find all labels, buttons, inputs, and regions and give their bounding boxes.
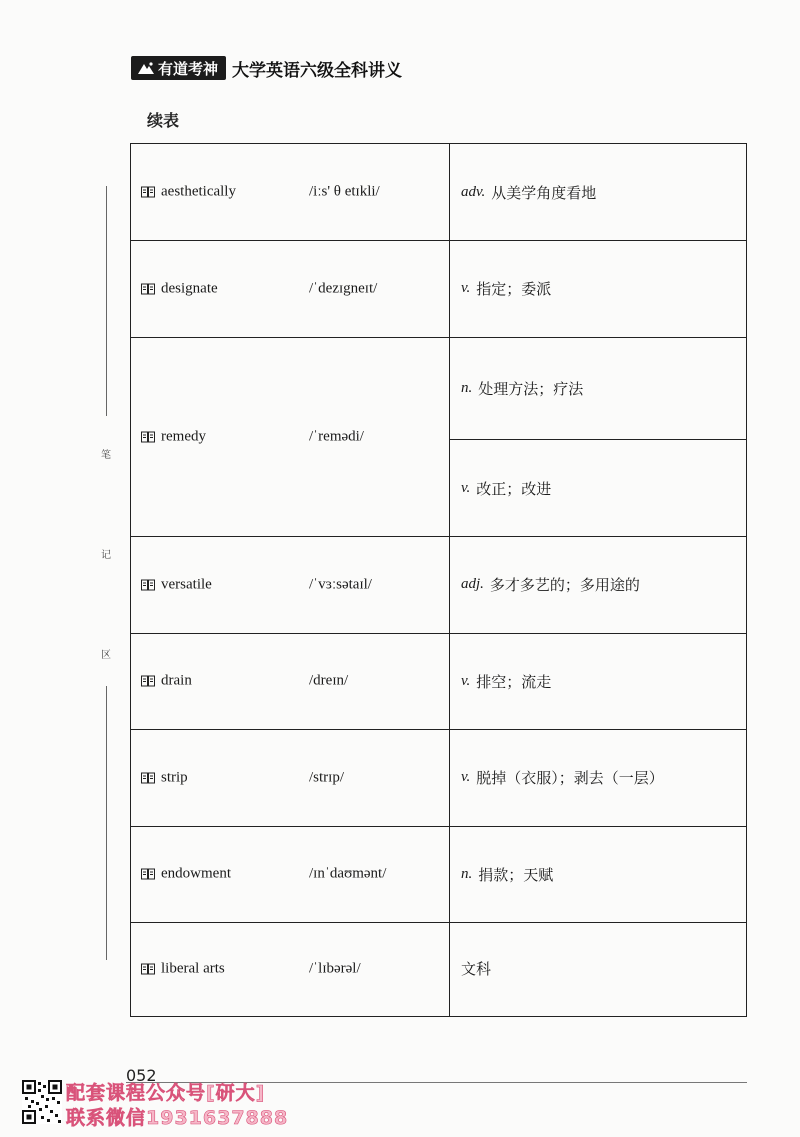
table-row — [131, 633, 746, 730]
word-text: strip — [161, 769, 188, 785]
publisher-logo — [131, 56, 226, 80]
definition-text: 指定；委派 — [476, 280, 552, 298]
word-cell — [141, 576, 212, 593]
definition-cell — [449, 144, 746, 240]
definition-cell — [449, 440, 746, 536]
phonetic-text: /ˈvɜːsətaɪl/ — [309, 576, 372, 592]
word-text: aesthetically — [161, 183, 236, 200]
table-row — [131, 922, 746, 1015]
qr-code-icon — [22, 1080, 62, 1124]
vocabulary-table — [130, 143, 747, 1017]
part-of-speech: adj. — [461, 576, 484, 592]
definition-cell — [449, 922, 746, 1015]
phonetic-text: /ˈlɪbərəl/ — [309, 960, 361, 976]
page-header — [131, 54, 402, 82]
book-icon — [141, 676, 155, 687]
word-cell — [141, 769, 188, 786]
book-icon — [141, 431, 155, 442]
part-of-speech: n. — [461, 379, 473, 396]
page-number: 052 — [126, 1066, 157, 1085]
book-icon — [141, 772, 155, 783]
margin-rule-top — [106, 186, 107, 416]
table-row — [131, 240, 746, 338]
book-title: 大学英语六级全科讲义 — [232, 60, 403, 81]
definition-cell — [449, 826, 746, 922]
table-row — [131, 729, 746, 827]
phonetic-text: /dreɪn/ — [309, 672, 349, 689]
word-cell — [141, 866, 231, 883]
phonetic-text: /ˈremədi/ — [309, 428, 364, 444]
definition-cell — [449, 240, 746, 337]
definition-text: 处理方法；疗法 — [478, 379, 584, 398]
table-row — [131, 826, 746, 923]
part-of-speech: v. — [461, 280, 471, 296]
word-cell — [141, 673, 192, 690]
word-text: designate — [161, 280, 218, 296]
word-text: liberal arts — [161, 960, 225, 976]
definition-text: 排空；流走 — [476, 672, 552, 691]
table-row — [131, 144, 746, 241]
promo-line-2: 联系微信1931637888 — [66, 1107, 289, 1129]
logo-text: 有道考神 — [158, 59, 219, 78]
word-cell — [141, 960, 225, 977]
definition-cell — [449, 536, 746, 633]
book-icon — [141, 187, 155, 198]
word-cell — [141, 280, 218, 297]
margin-note-char: 笔 — [101, 450, 111, 461]
book-icon — [141, 283, 155, 294]
part-of-speech: adv. — [461, 183, 486, 200]
definition-text: 捐款；天赋 — [478, 865, 554, 884]
definition-text: 文科 — [461, 960, 492, 978]
definition-cell — [449, 337, 746, 440]
word-text: remedy — [161, 428, 206, 444]
definition-cell — [449, 729, 746, 826]
margin-note-char: 区 — [101, 650, 111, 661]
word-text: endowment — [161, 865, 231, 882]
margin-rule-bottom — [106, 686, 107, 960]
book-icon — [141, 579, 155, 590]
part-of-speech: v. — [461, 479, 471, 496]
definition-cell — [449, 633, 746, 729]
word-cell — [141, 184, 236, 201]
word-text: drain — [161, 672, 192, 689]
definition-text: 脱掉（衣服）；剥去（一层） — [476, 769, 664, 787]
mountain-logo-icon — [137, 61, 155, 75]
book-icon — [141, 869, 155, 880]
phonetic-text: /ɪnˈdaʊmənt/ — [309, 865, 387, 882]
word-text: versatile — [161, 576, 212, 592]
table-row — [131, 337, 746, 537]
phonetic-text: /strɪp/ — [309, 769, 345, 785]
part-of-speech: n. — [461, 865, 473, 882]
definition-text: 多才多艺的；多用途的 — [489, 576, 640, 594]
continuation-label: 续表 — [147, 111, 180, 130]
word-cell — [141, 428, 206, 445]
promo-line-1: 配套课程公众号[研大] — [66, 1082, 266, 1104]
part-of-speech: v. — [461, 672, 471, 689]
definition-text: 改正；改进 — [476, 479, 552, 498]
phonetic-text: /ˈdezɪgneɪt/ — [309, 280, 378, 296]
part-of-speech: v. — [461, 769, 471, 785]
definition-text: 从美学角度看地 — [491, 183, 597, 202]
table-row — [131, 536, 746, 634]
margin-note-char: 记 — [101, 550, 111, 561]
book-icon — [141, 963, 155, 974]
phonetic-text: /iːs' θ etɪkli/ — [309, 183, 380, 200]
